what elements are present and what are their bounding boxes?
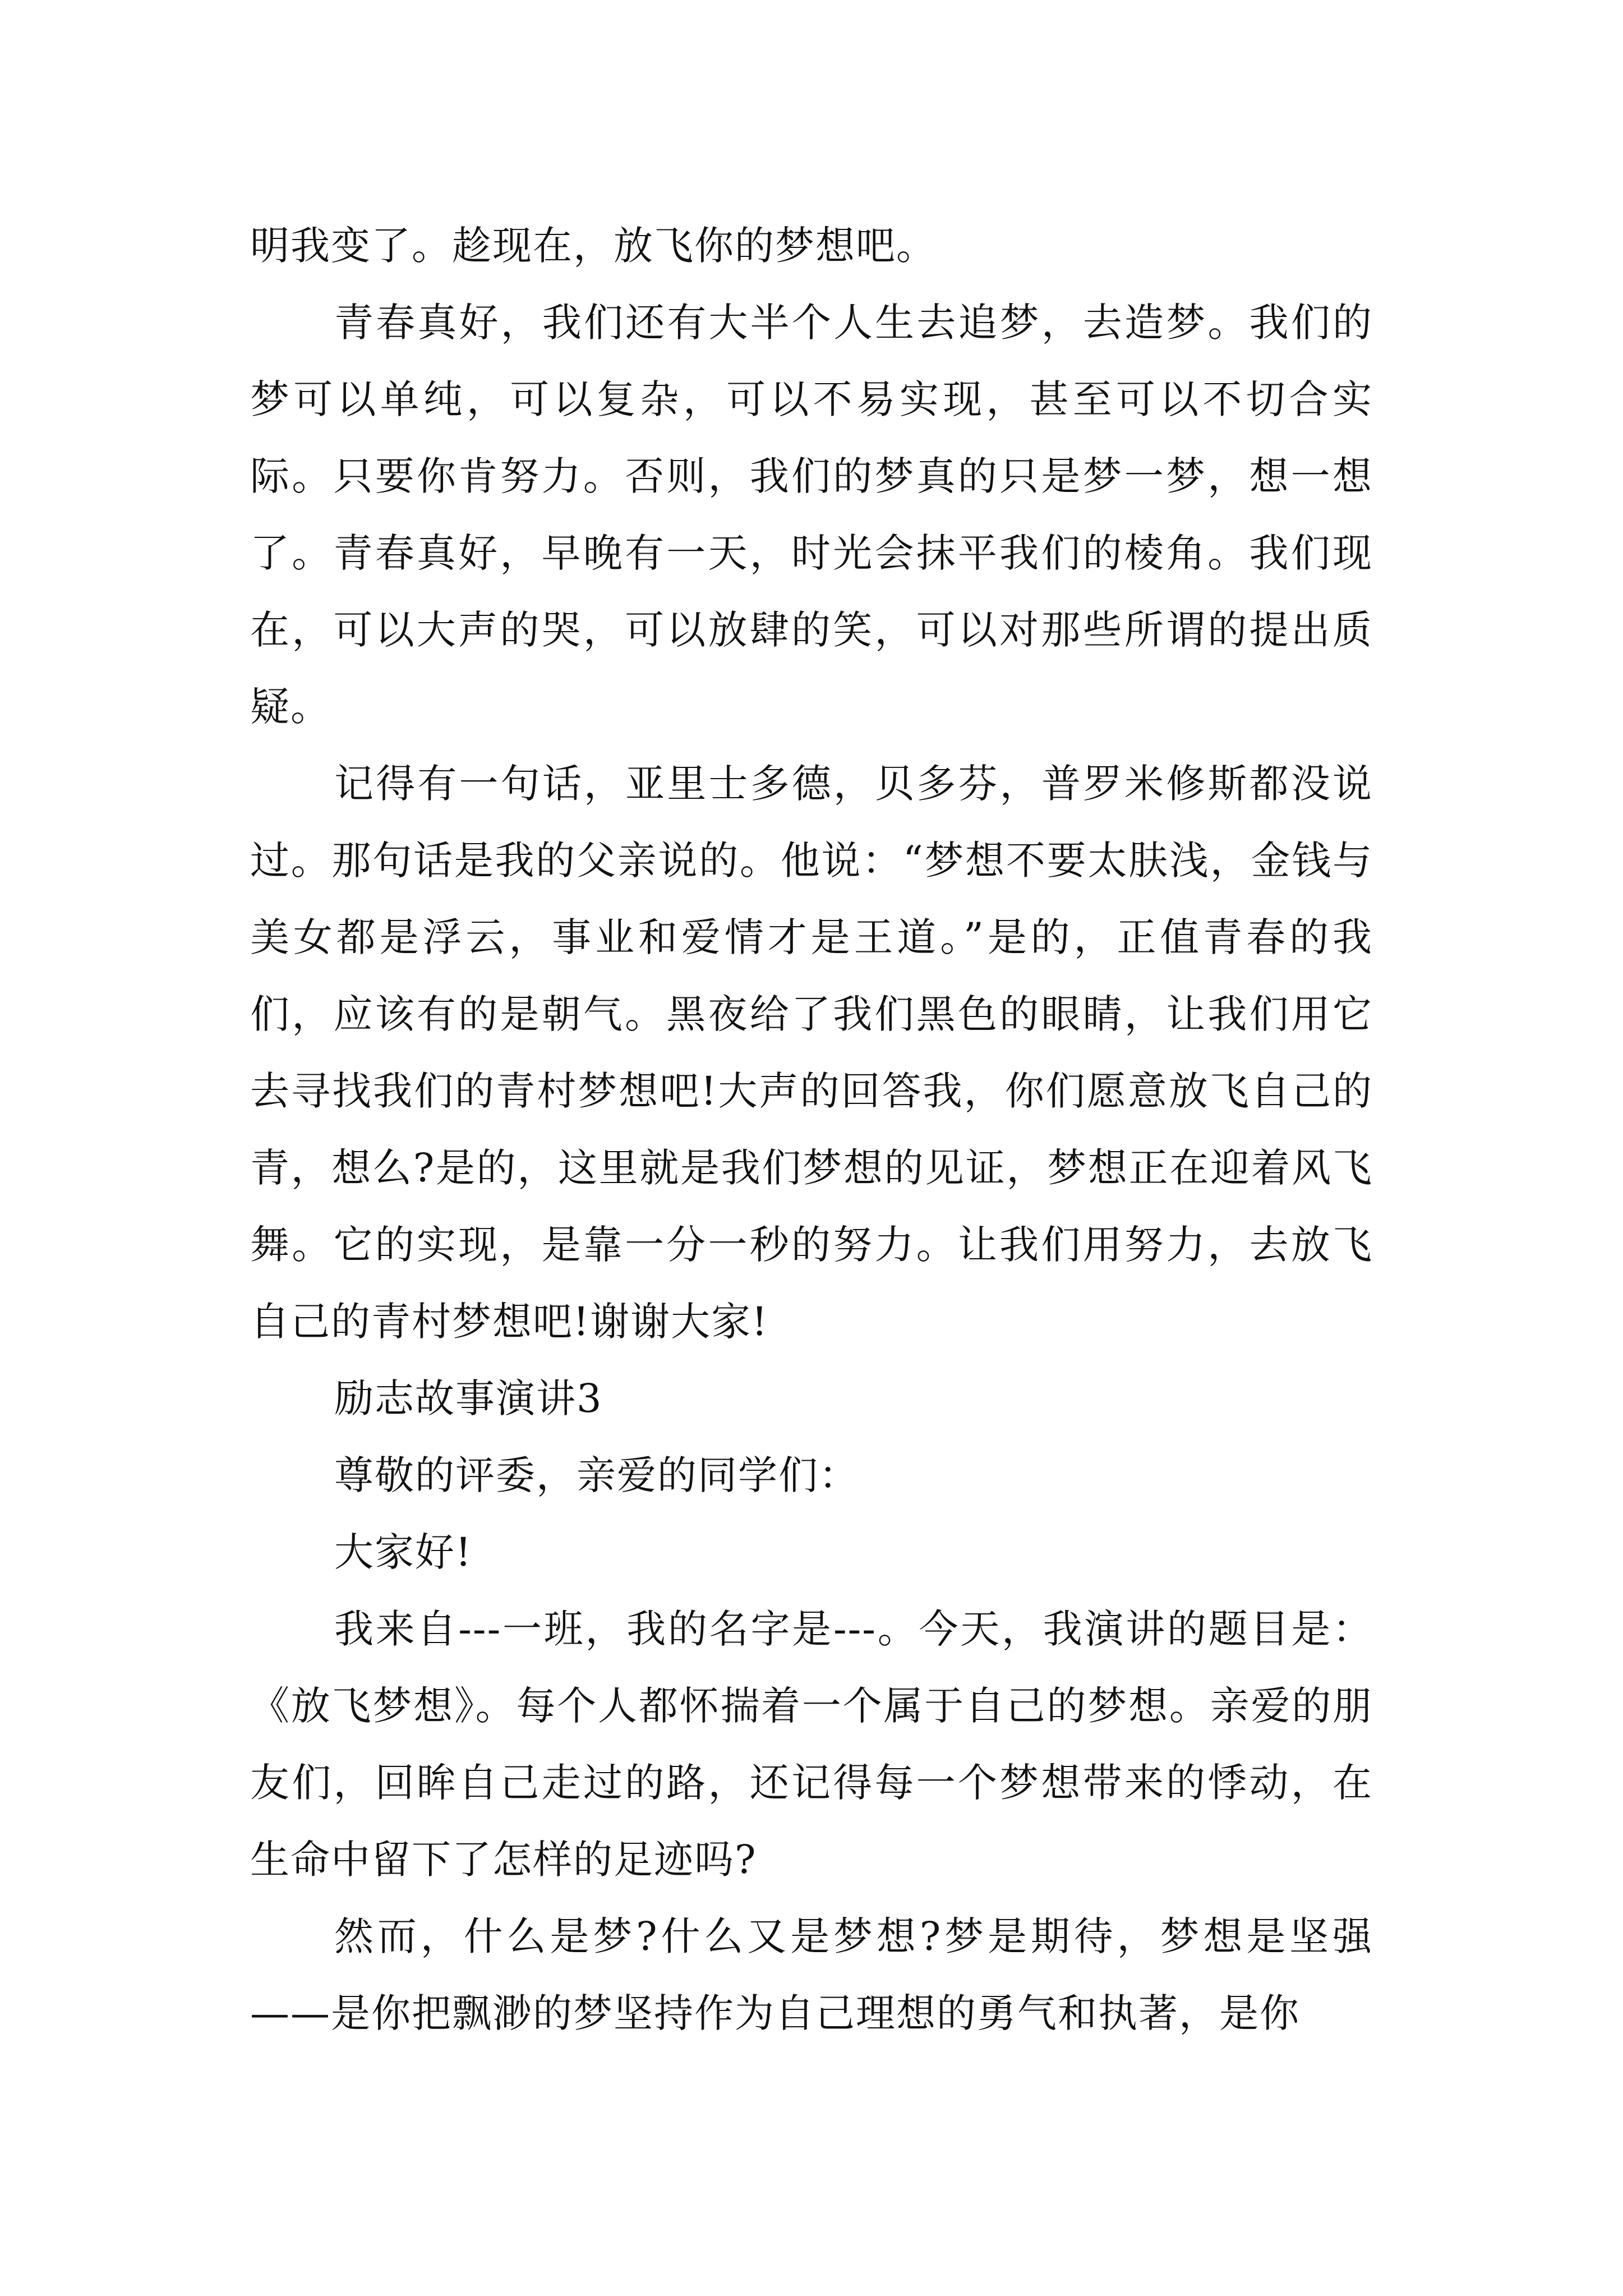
paragraph-youth: 青春真好，我们还有大半个人生去追梦，去造梦。我们的梦可以单纯，可以复杂，可以不易实现，甚至可以不切合实际。只要你肯努力。否则，我们的梦真的只是梦一梦，想一想了。青春真好，早晚有一天，时光会抹平我们的棱角。我们现在，可以大声的哭，可以放肆的笑，可以对那些所谓的提出质疑。: [250, 300, 1373, 730]
paragraph-intro: 我来自---一班，我的名字是---。今天，我演讲的题目是：《放飞梦想》。每个人都怀揣着一个属于自己的梦想。亲爱的朋友们，回眸自己走过的路，还记得每一个梦想带来的悸动，在生命中留下了怎样的足迹吗?: [250, 1606, 1373, 1883]
greeting: 大家好!: [334, 1529, 473, 1575]
paragraph-what-is-dream: 然而，什么是梦?什么又是梦想?梦是期待，梦想是坚强——是你把飘渺的梦坚持作为自己理想的勇气和执著，是你: [250, 1913, 1373, 2036]
salutation: 尊敬的评委，亲爱的同学们：: [334, 1452, 859, 1498]
section-heading: 励志故事演讲3: [334, 1375, 603, 1421]
document-body: [250, 208, 1373, 2052]
paragraph-continuation: 明我变了。趁现在，放飞你的梦想吧。: [250, 223, 937, 269]
paragraph-father-quote: 记得有一句话，亚里士多德，贝多芬，普罗米修斯都没说过。那句话是我的父亲说的。他说：“梦想不要太肤浅，金钱与美女都是浮云，事业和爱情才是王道。”是的，正值青春的我们，应该有的是朝气。黑夜给了我们黑色的眼睛，让我们用它去寻找我们的青村梦想吧!大声的回答我，你们愿意放飞自己的青，想么?是的，这里就是我们梦想的见证，梦想正在迎着风飞舞。它的实现，是靠一分一秒的努力。让我们用努力，去放飞自己的青村梦想吧!谢谢大家!: [250, 761, 1373, 1345]
